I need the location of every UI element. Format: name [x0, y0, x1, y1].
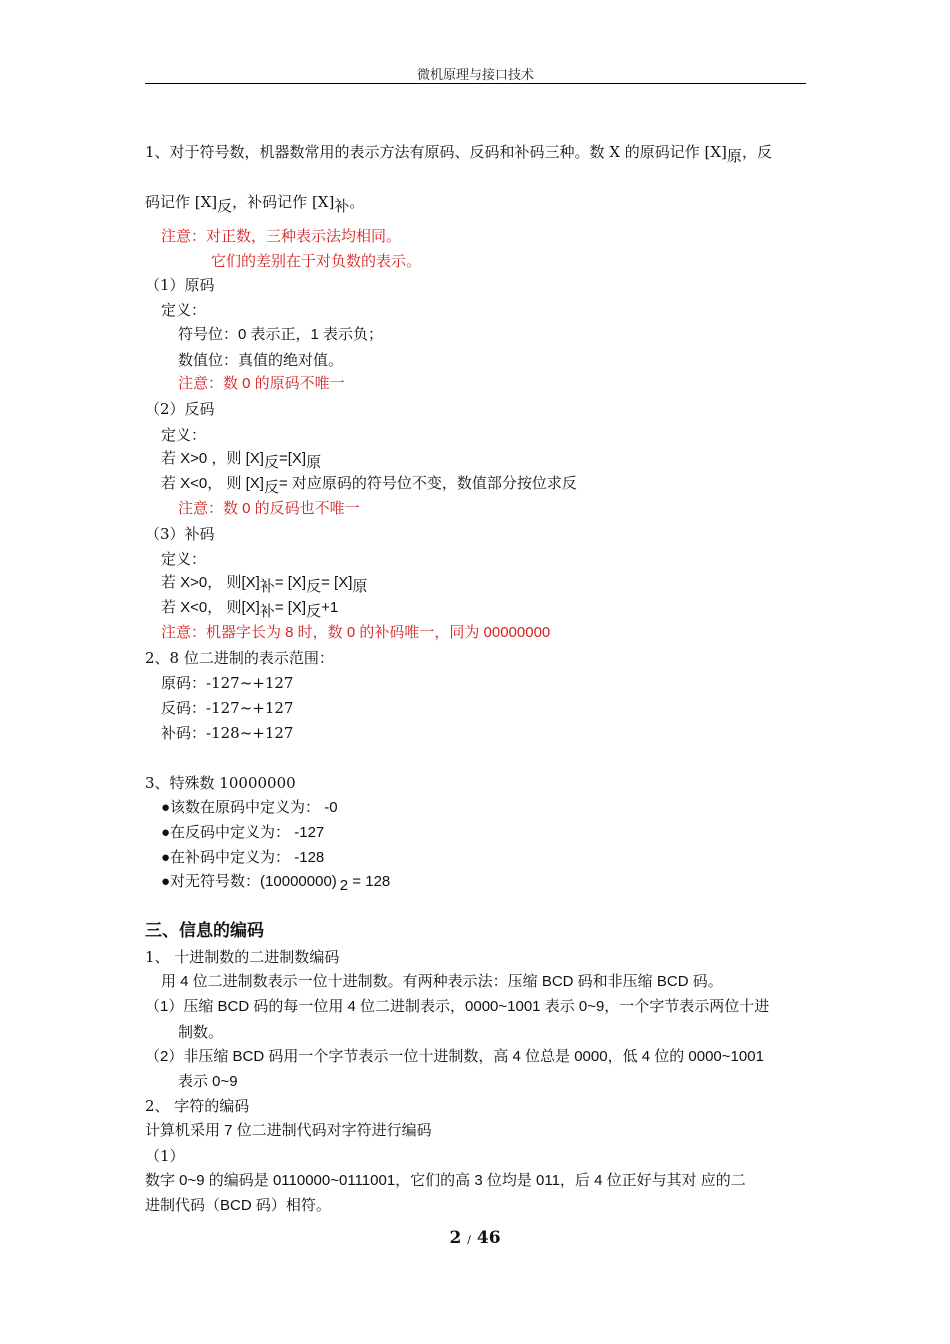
range-title: 2、8 位二进制的表示范围： — [145, 649, 334, 667]
page-number — [0, 1228, 950, 1248]
page-separator: / — [467, 1233, 471, 1246]
intro-text: ，反 — [741, 143, 772, 161]
fanma-def: 定义： — [161, 426, 207, 444]
special-title: 3、特殊数 10000000 — [145, 774, 296, 792]
bullet-text: ●对无符号数：(10000000) — [161, 873, 337, 890]
special-bullet-4 — [161, 872, 390, 892]
yuanma-value: 数值位：真值的绝对值。 — [178, 351, 344, 369]
subscript: 原 — [306, 454, 322, 471]
special-bullet-1: ●该数在原码中定义为： -0 — [161, 799, 338, 816]
buma-note: 注意：机器字长为 8 时，数 0 的补码唯一，同为 00000000 — [161, 624, 551, 641]
formula-text: +1 — [321, 599, 339, 616]
subscript: 补 — [334, 197, 350, 215]
bullet-text: = 128 — [348, 873, 391, 890]
section-heading: 三、信息的编码 — [145, 921, 264, 940]
formula-text: 若 X<0， 则 [X] — [161, 475, 264, 492]
header-rule — [145, 83, 806, 84]
formula-text: 若 X>0 ，则 [X] — [161, 450, 264, 467]
subscript: 反 — [263, 454, 279, 471]
note-difference: 它们的差别在于对负数的表示。 — [211, 252, 422, 270]
intro-text: 1、对于符号数，机器数常用的表示方法有原码、反码和补码三种。数 X 的原码记作 [X] — [145, 143, 727, 161]
s2-item-1-line-1: 数字 0~9 的编码是 0110000~0111001，它们的高 3 位均是 011，后 4 位正好与其对 应的二 — [145, 1172, 746, 1189]
buma-negative — [161, 598, 338, 618]
s1-item-1-line-1: （1）压缩 BCD 码的每一位用 4 位二进制表示，0000~1001 表示 0~9，一个字节表示两位十进 — [145, 998, 770, 1015]
range-fan: 反码：-127~+127 — [161, 699, 294, 717]
buma-title: （3）补码 — [145, 525, 215, 543]
intro-line-1 — [145, 142, 772, 165]
special-bullet-2: ●在反码中定义为： -127 — [161, 824, 325, 841]
s1-title: 1、 十进制数的二进制数编码 — [145, 948, 340, 966]
fanma-positive — [161, 449, 321, 469]
fanma-negative — [161, 474, 577, 494]
range-bu: 补码：-128~+127 — [161, 724, 294, 742]
total-pages: 46 — [476, 1228, 501, 1248]
subscript: 反 — [306, 578, 322, 595]
subscript: 2 — [339, 877, 349, 894]
s1-item-1-line-2: 制数。 — [178, 1023, 224, 1041]
subscript: 补 — [259, 578, 275, 595]
formula-text: 若 X>0， 则[X] — [161, 574, 260, 591]
intro-text: 码记作 [X] — [145, 193, 218, 211]
subscript: 反 — [263, 479, 279, 496]
fanma-title: （2）反码 — [145, 400, 215, 418]
yuanma-def: 定义： — [161, 301, 207, 319]
formula-text: = [X] — [321, 574, 353, 591]
s1-paragraph: 用 4 位二进制数表示一位十进制数。有两种表示法：压缩 BCD 码和非压缩 BCD 码。 — [161, 973, 723, 990]
subscript: 原 — [726, 147, 742, 165]
intro-text: 。 — [349, 193, 365, 211]
s2-item-1-line-2: 进制代码（BCD 码）相符。 — [145, 1197, 331, 1214]
current-page: 2 — [449, 1228, 462, 1248]
s2-paragraph: 计算机采用 7 位二进制代码对字符进行编码 — [145, 1122, 432, 1139]
formula-text: =[X] — [278, 450, 307, 467]
yuanma-sign: 符号位：0 表示正，1 表示负； — [178, 326, 384, 343]
s1-item-2-line-1: （2）非压缩 BCD 码用一个字节表示一位十进制数，高 4 位总是 0000，低 4 位的 0000~1001 — [145, 1048, 764, 1065]
formula-text: = [X] — [274, 574, 307, 591]
subscript: 反 — [306, 603, 322, 620]
buma-positive — [161, 573, 367, 593]
intro-text: ，补码记作 [X] — [232, 193, 335, 211]
formula-text: = [X] — [274, 599, 307, 616]
buma-def: 定义： — [161, 550, 207, 568]
s2-item-1: （1） — [145, 1147, 185, 1165]
yuanma-title: （1）原码 — [145, 276, 215, 294]
yuanma-note: 注意：数 0 的原码不唯一 — [178, 375, 345, 392]
intro-line-2 — [145, 192, 365, 215]
formula-text: 若 X<0， 则[X] — [161, 599, 260, 616]
page-header: 微机原理与接口技术 — [416, 68, 534, 83]
fanma-note: 注意：数 0 的反码也不唯一 — [178, 500, 360, 517]
formula-text: = 对应原码的符号位不变，数值部分按位求反 — [278, 475, 577, 492]
note-positive: 注意：对正数，三种表示法均相同。 — [161, 227, 402, 245]
subscript: 反 — [217, 197, 233, 215]
subscript: 原 — [352, 578, 368, 595]
s1-item-2-line-2: 表示 0~9 — [178, 1073, 238, 1090]
subscript: 补 — [259, 603, 275, 620]
special-bullet-3: ●在补码中定义为： -128 — [161, 849, 325, 866]
range-yuan: 原码：-127~+127 — [161, 674, 294, 692]
s2-title: 2、 字符的编码 — [145, 1097, 250, 1115]
